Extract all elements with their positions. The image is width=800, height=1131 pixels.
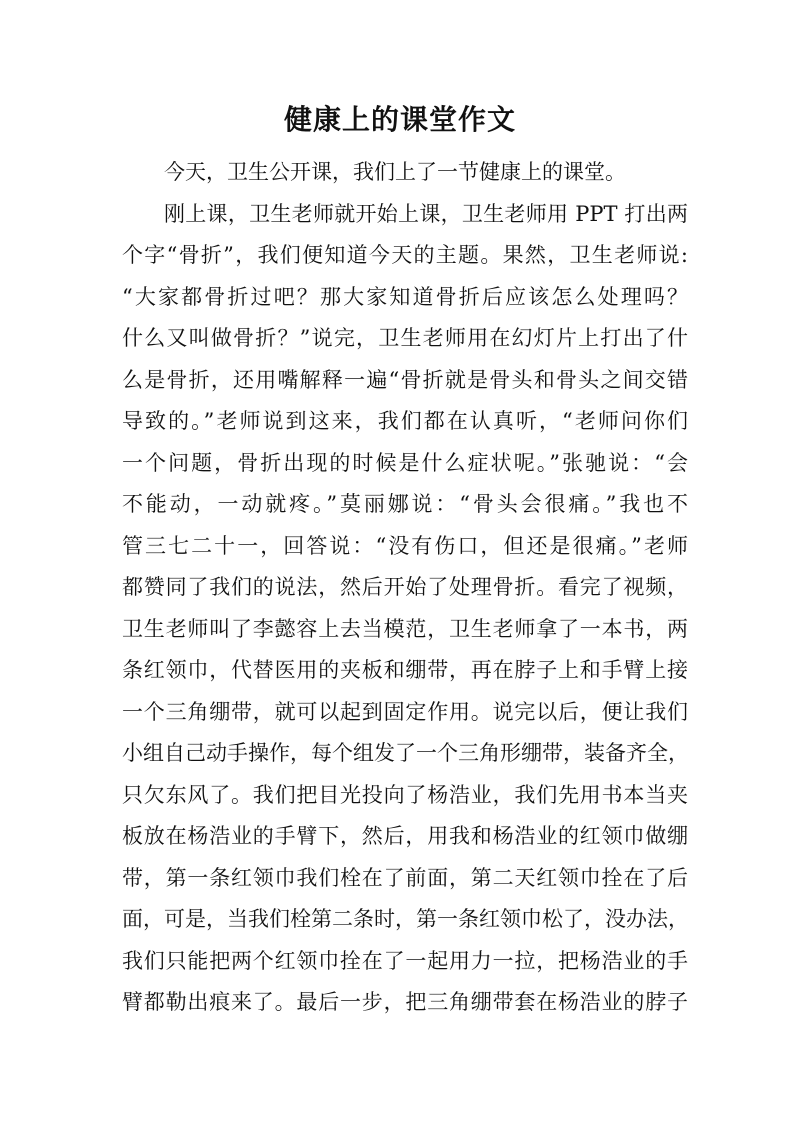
paragraph-2-line: 刚上课，卫生老师就开始上课，卫生老师用 PPT 打出两 (164, 201, 688, 226)
paragraph-2-line: 么是骨折，还用嘴解释一遍“骨折就是骨头和骨头之间交错 (122, 367, 688, 392)
paragraph-2-line: 管三七二十一，回答说：“没有伤口，但还是很痛。”老师 (122, 533, 688, 558)
paragraph-2-line: 卫生老师叫了李懿容上去当模范，卫生老师拿了一本书，两 (122, 616, 688, 641)
paragraph-2-line: 带，第一条红领巾我们栓在了前面，第二天红领巾拴在了后 (122, 865, 688, 890)
paragraph-2-line: 板放在杨浩业的手臂下，然后，用我和杨浩业的红领巾做绷 (122, 824, 688, 848)
paragraph-2-line: “大家都骨折过吧？那大家知道骨折后应该怎么处理吗？ (122, 284, 688, 309)
paragraph-2-line: 小组自己动手操作，每个组发了一个三角形绷带，装备齐全， (122, 741, 689, 765)
paragraph-2-line: 条红领巾，代替医用的夹板和绷带，再在脖子上和手臂上接 (122, 658, 688, 682)
paragraph-2-line: 都赞同了我们的说法，然后开始了处理骨折。看完了视频， (122, 575, 688, 599)
paragraph-2-line: 个字“骨折”，我们便知道今天的主题。果然，卫生老师说: (122, 243, 688, 267)
paragraph-2-line: 不能动，一动就疼。”莫丽娜说：“骨头会很痛。”我也不 (122, 492, 688, 516)
paragraph-2-line: 臂都勒出痕来了。最后一步，把三角绷带套在杨浩业的脖子 (122, 990, 688, 1014)
paragraph-2-line: 面，可是，当我们栓第二条时，第一条红领巾松了，没办法， (122, 907, 689, 931)
paragraph-2-line: 一个问题，骨折出现的时候是什么症状呢。”张驰说：“会 (122, 450, 688, 475)
document-title: 健康上的课堂作文 (283, 103, 516, 136)
paragraph-2-line: 一个三角绷带，就可以起到固定作用。说完以后，便让我们 (122, 699, 688, 724)
paragraph-1-line: 今天，卫生公开课，我们上了一节健康上的课堂。 (164, 160, 626, 184)
paragraph-2-line: 什么又叫做骨折？”说完，卫生老师用在幻灯片上打出了什 (122, 326, 688, 350)
paragraph-2-line: 只欠东风了。我们把目光投向了杨浩业，我们先用书本当夹 (122, 782, 688, 807)
paragraph-2-line: 导致的。”老师说到这来，我们都在认真听，“老师问你们 (122, 409, 688, 433)
paragraph-2-line: 我们只能把两个红领巾拴在了一起用力一拉，把杨浩业的手 (122, 948, 688, 973)
document-body (122, 152, 688, 1024)
